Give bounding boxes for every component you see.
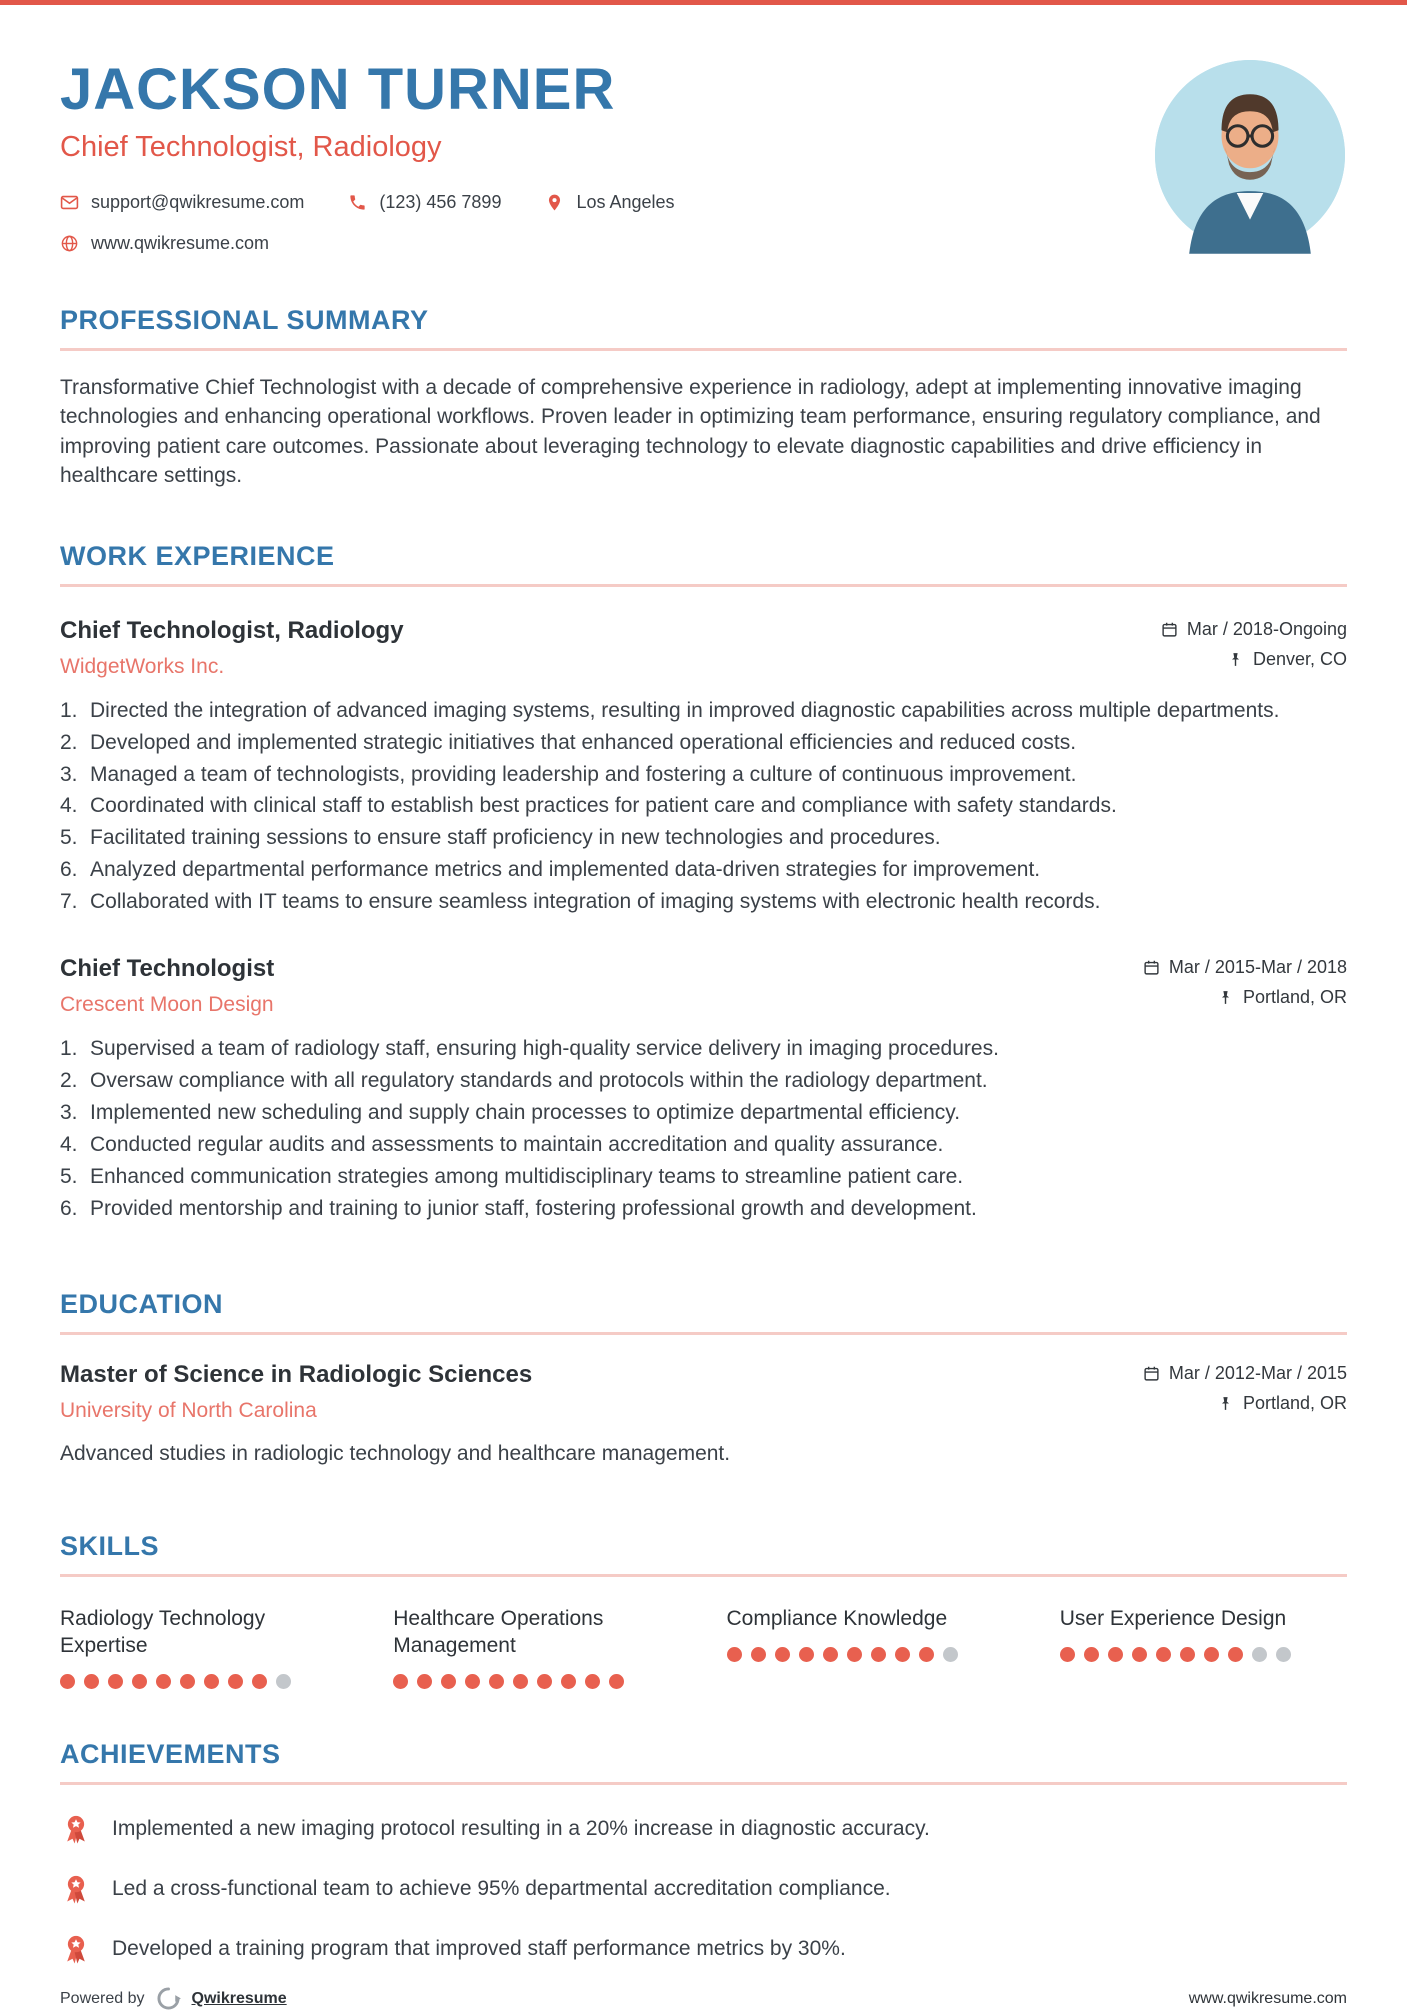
phone-text: (123) 456 7899	[379, 192, 502, 212]
skill-level-dot	[513, 1674, 528, 1689]
skill-level-dot	[1060, 1647, 1075, 1662]
education-location: Portland, OR	[1143, 1393, 1347, 1414]
phone-icon	[348, 193, 367, 212]
avatar-illustration	[1155, 60, 1345, 250]
skills-heading: SKILLS	[60, 1531, 1347, 1577]
job-title: Chief Technologist, Radiology	[60, 616, 404, 644]
job-bullet: 1. Supervised a team of radiology staff, ensuring high-quality service delivery in imaging procedures.	[60, 1037, 999, 1061]
candidate-title: Chief Technologist, Radiology	[60, 131, 442, 163]
website-contact[interactable]	[60, 233, 269, 254]
skill-level-dot	[609, 1674, 624, 1689]
skill-level-dot	[132, 1674, 147, 1689]
pushpin-icon	[1217, 989, 1234, 1006]
job-dates: Mar / 2015-Mar / 2018	[1143, 957, 1347, 978]
skill-level-dot	[204, 1674, 219, 1689]
achievement-item	[60, 1873, 1347, 1905]
skill-level	[60, 1674, 347, 1689]
job-location: Portland, OR	[1143, 987, 1347, 1008]
degree-title: Master of Science in Radiologic Sciences	[60, 1361, 533, 1389]
job-bullet: 6. Analyzed departmental performance metrics and implemented data-driven strategies for improvement.	[60, 858, 1041, 882]
candidate-name: JACKSON TURNER	[60, 57, 616, 122]
skill-level-dot	[895, 1647, 910, 1662]
footer-website[interactable]: www.qwikresume.com	[1188, 1989, 1347, 2007]
skill-level-dot	[585, 1674, 600, 1689]
skill-level-dot	[417, 1674, 432, 1689]
skill-level-dot	[727, 1647, 742, 1662]
education-meta	[1143, 1361, 1347, 1423]
job-bullets	[60, 697, 1347, 918]
globe-icon	[60, 234, 79, 253]
job-header	[60, 617, 1347, 679]
job-bullet: 4. Coordinated with clinical staff to establish best practices for patient care and compliance with safety standards.	[60, 794, 1117, 818]
education-section	[60, 1289, 1347, 1468]
school-name: University of North Carolina	[60, 1399, 317, 1423]
skill-level-dot	[751, 1647, 766, 1662]
job-bullets	[60, 1035, 1347, 1224]
achievement-text: Implemented a new imaging protocol resulting in a 20% increase in diagnostic accuracy.	[112, 1817, 930, 1841]
skill-item	[60, 1605, 347, 1690]
pushpin-icon	[1217, 1395, 1234, 1412]
skill-level-dot	[1180, 1647, 1195, 1662]
job-bullet: 3. Implemented new scheduling and supply chain processes to optimize departmental efficiency.	[60, 1101, 961, 1125]
skill-level	[727, 1647, 1014, 1662]
footer-branding	[60, 1985, 287, 2012]
skill-level-dot	[108, 1674, 123, 1689]
skill-level-dot	[441, 1674, 456, 1689]
contact-row-1	[60, 192, 1347, 213]
job-dates: Mar / 2018-Ongoing	[1161, 619, 1347, 640]
skill-level-dot	[871, 1647, 886, 1662]
email-contact[interactable]	[60, 192, 304, 213]
qwikresume-link[interactable]: Qwikresume	[191, 1989, 287, 2007]
job-bullet: 7. Collaborated with IT teams to ensure seamless integration of imaging systems with electronic health records.	[60, 890, 1101, 914]
job-bullet: 5. Enhanced communication strategies among multidisciplinary teams to streamline patient care.	[60, 1165, 964, 1189]
education-description: Advanced studies in radiologic technology and healthcare management.	[60, 1442, 731, 1466]
skill-level-dot	[228, 1674, 243, 1689]
job-location: Denver, CO	[1161, 649, 1347, 670]
skill-level-dot	[1084, 1647, 1099, 1662]
experience-section	[60, 541, 1347, 1228]
summary-section	[60, 305, 1347, 491]
skill-level-dot	[180, 1674, 195, 1689]
phone-contact	[348, 192, 501, 213]
award-ribbon-icon	[60, 1873, 92, 1905]
education-entry	[60, 1361, 1347, 1423]
resume-header	[60, 56, 1347, 261]
skill-level-dot	[1252, 1647, 1267, 1662]
skill-level-dot	[1156, 1647, 1171, 1662]
calendar-icon	[1143, 959, 1160, 976]
experience-heading: WORK EXPERIENCE	[60, 541, 1347, 587]
calendar-icon	[1143, 1365, 1160, 1382]
skill-name: Healthcare Operations Management	[393, 1606, 604, 1657]
skill-level-dot	[775, 1647, 790, 1662]
skill-level-dot	[252, 1674, 267, 1689]
education-dates: Mar / 2012-Mar / 2015	[1143, 1363, 1347, 1384]
achievement-item	[60, 1933, 1347, 1965]
contact-row-2	[60, 233, 1347, 254]
skill-level-dot	[489, 1674, 504, 1689]
job-bullet: 1. Directed the integration of advanced imaging systems, resulting in improved diagnostic capabilities across multiple departments.	[60, 698, 1280, 722]
achievement-text: Led a cross-functional team to achieve 95% departmental accreditation compliance.	[112, 1877, 891, 1901]
skill-level	[393, 1674, 680, 1689]
skill-level-dot	[799, 1647, 814, 1662]
achievements-list	[60, 1813, 1347, 1965]
achievements-section	[60, 1739, 1347, 1965]
job-bullet: 5. Facilitated training sessions to ensure staff proficiency in new technologies and procedures.	[60, 826, 941, 850]
skill-name: User Experience Design	[1059, 1606, 1287, 1630]
job-entry	[60, 617, 1347, 918]
skill-level-dot	[919, 1647, 934, 1662]
achievement-item	[60, 1813, 1347, 1845]
skills-section	[60, 1531, 1347, 1690]
skill-level-dot	[156, 1674, 171, 1689]
skill-level-dot	[537, 1674, 552, 1689]
location-contact	[545, 192, 674, 213]
job-bullet: 6. Provided mentorship and training to junior staff, fostering professional growth and development.	[60, 1197, 977, 1221]
powered-by-label: Powered by	[60, 1989, 145, 2007]
profile-photo	[1155, 60, 1345, 250]
location-text: Los Angeles	[576, 192, 675, 212]
job-header	[60, 955, 1347, 1017]
skill-item	[1060, 1605, 1347, 1690]
skill-level-dot	[84, 1674, 99, 1689]
job-bullet: 2. Oversaw compliance with all regulatory standards and protocols within the radiology department.	[60, 1069, 988, 1093]
envelope-icon	[60, 193, 79, 212]
education-heading: EDUCATION	[60, 1289, 1347, 1335]
award-ribbon-icon	[60, 1933, 92, 1965]
job-bullet: 3. Managed a team of technologists, providing leadership and fostering a culture of continuous improvement.	[60, 762, 1077, 786]
skill-level	[1060, 1647, 1347, 1662]
jobs-list	[60, 617, 1347, 1225]
website-text: www.qwikresume.com	[91, 233, 270, 253]
job-entry	[60, 955, 1347, 1224]
job-bullet: 2. Developed and implemented strategic initiatives that enhanced operational efficiencies and reduced costs.	[60, 730, 1077, 754]
job-meta	[1143, 955, 1347, 1017]
skill-level-dot	[847, 1647, 862, 1662]
skill-level-dot	[60, 1674, 75, 1689]
achievement-text: Developed a training program that improved staff performance metrics by 30%.	[112, 1937, 846, 1961]
job-company: Crescent Moon Design	[60, 993, 274, 1017]
skill-level-dot	[1108, 1647, 1123, 1662]
job-company: WidgetWorks Inc.	[60, 654, 225, 678]
calendar-icon	[1161, 621, 1178, 638]
top-accent-bar	[0, 0, 1407, 5]
skill-level-dot	[465, 1674, 480, 1689]
skill-level-dot	[1276, 1647, 1291, 1662]
summary-text: Transformative Chief Technologist with a decade of comprehensive experience in radiology, adept at implementing innovative imaging technologies and enhancing operational workflows. Proven leader in optimizing team performance, ensuring regulatory compliance, and improving patient care outcomes. Passionate about leveraging technology to elevate diagnostic capabilities and drive efficiency in healthcare settings.	[60, 376, 1321, 488]
skill-level-dot	[823, 1647, 838, 1662]
skill-level-dot	[276, 1674, 291, 1689]
qwikresume-logo-icon	[155, 1985, 182, 2012]
skill-level-dot	[943, 1647, 958, 1662]
skills-grid	[60, 1605, 1347, 1690]
award-ribbon-icon	[60, 1813, 92, 1845]
achievements-heading: ACHIEVEMENTS	[60, 1739, 1347, 1785]
email-text: support@qwikresume.com	[91, 192, 305, 212]
summary-heading: PROFESSIONAL SUMMARY	[60, 305, 1347, 351]
skill-level-dot	[561, 1674, 576, 1689]
map-pin-icon	[545, 193, 564, 212]
skill-level-dot	[1228, 1647, 1243, 1662]
skill-level-dot	[1204, 1647, 1219, 1662]
page-footer	[60, 1965, 1347, 2012]
pushpin-icon	[1227, 651, 1244, 668]
job-meta	[1161, 617, 1347, 679]
skill-level-dot	[393, 1674, 408, 1689]
job-bullet: 4. Conducted regular audits and assessments to maintain accreditation and quality assurance.	[60, 1133, 944, 1157]
skill-item	[727, 1605, 1014, 1690]
skill-name: Compliance Knowledge	[726, 1606, 948, 1630]
skill-name: Radiology Technology Expertise	[60, 1606, 266, 1657]
job-title: Chief Technologist	[60, 955, 275, 983]
skill-level-dot	[1132, 1647, 1147, 1662]
skill-item	[393, 1605, 680, 1690]
